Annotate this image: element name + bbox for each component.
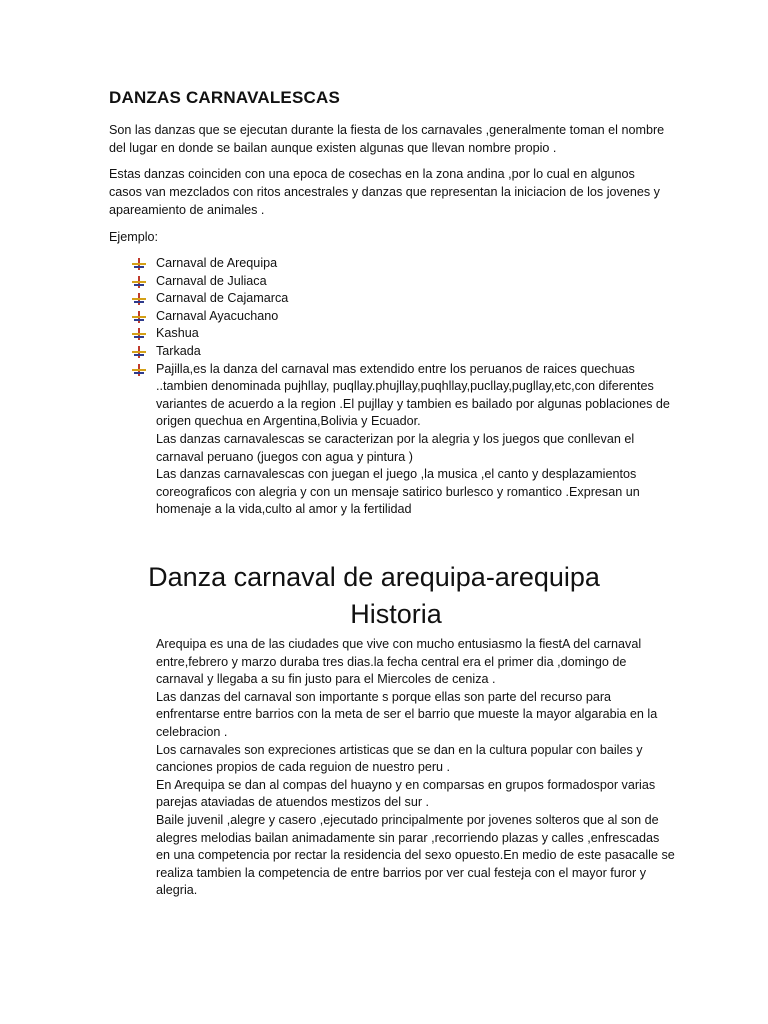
list-item [132, 273, 672, 291]
colored-arrow-bullet-icon [132, 346, 146, 358]
colored-arrow-bullet-icon [132, 258, 146, 270]
list-continuation [156, 431, 676, 519]
colored-arrow-bullet-icon [132, 276, 146, 288]
list-item-label: Carnaval de Cajamarca [156, 291, 289, 306]
list-item-label: Pajilla,es la danza del carnaval mas extendido entre los peruanos de raices quechuas ..tambien denominada pujhllay, puqllay.phujllay,puqhllay,pucllay,pugllay,etc,con diferentes variantes de acuerdo a la region .El pujllay y tambien es bailado por algunas poblaciones de origen quechua en Argentina,Bolivia y Ecuador. [156, 361, 670, 429]
colored-arrow-bullet-icon [132, 293, 146, 305]
second-paragraph: Estas danzas coinciden con una epoca de cosechas en la zona andina ,por lo cual en algunos casos van mezclados con ritos ancestrales y danzas que representan la iniciacion de los jovenes y apareamiento de animales . [109, 167, 660, 217]
colored-arrow-bullet-icon [132, 364, 146, 376]
intro-paragraph: Son las danzas que se ejecutan durante la fiesta de los carnavales ,generalmente toman el nombre del lugar en donde se bailan aunque existen algunas que llevan nombre propio . [109, 123, 665, 155]
list-item-label: Tarkada [156, 343, 201, 358]
example-label: Ejemplo: [109, 230, 158, 244]
list-item [132, 343, 672, 361]
list-item-label: Kashua [156, 326, 199, 341]
list-item [132, 361, 672, 431]
examples-list [132, 255, 672, 431]
colored-arrow-bullet-icon [132, 311, 146, 323]
list-item-label: Carnaval de Arequipa [156, 256, 278, 270]
list-item [132, 290, 672, 308]
historia-paragraph: Baile juvenil ,alegre y casero ,ejecutado principalmente por jovenes solteros que al son de alegres melodias bailan animadamente sin parar ,recorriendo plazas y calles ,enfrescadas en una competencia por rectar la residencia del sexo opuesto.En medio de este pasacalle se realiza tambien la competencia de entre barrios por ver cual festeja con el mayor furor y alegria. [156, 812, 675, 898]
page-heading: DANZAS CARNAVALESCAS [109, 88, 340, 107]
historia-paragraph: En Arequipa se dan al compas del huayno y en comparsas en grupos formadospor varias parejas ataviadas de atuendos mestizos del sur . [156, 777, 656, 810]
list-item [132, 325, 672, 343]
historia-paragraph: Arequipa es una de las ciudades que vive con mucho entusiasmo la fiestA del carnaval entre,febrero y marzo duraba tres dias.la fecha central era el primer dia ,domingo de carnaval y llegaba a su fin justo para el Miercoles de ceniza . [156, 637, 642, 687]
historia-text [156, 636, 676, 900]
list-item-label: Carnaval Ayacuchano [156, 308, 279, 323]
continuation-paragraph: Las danzas carnavalescas se caracterizan por la alegria y los juegos que conllevan el carnaval peruano (juegos con agua y pintura ) [156, 432, 635, 464]
colored-arrow-bullet-icon [132, 328, 146, 340]
list-item [132, 308, 672, 326]
continuation-paragraph: Las danzas carnavalescas con juegan el juego ,la musica ,el canto y desplazamientos coreograficos con alegria y con un mensaje satirico burlesco y romantico .Expresan un homenaje a la vida,culto al amor y la fertilidad [156, 467, 640, 517]
section-subtitle: Historia [350, 599, 442, 629]
historia-paragraph: Las danzas del carnaval son importante s porque ellas son parte del recurso para enfrentarse entre barrios con la meta de ser el barrio que mueste la mayor algarabia en la celebracion . [156, 689, 658, 739]
list-item [132, 255, 672, 273]
historia-paragraph: Los carnavales son expreciones artisticas que se dan en la cultura popular con bailes y canciones propios de cada reguion de nuestro peru . [156, 742, 643, 775]
section-title: Danza carnaval de arequipa-arequipa [148, 562, 600, 592]
list-item-label: Carnaval de Juliaca [156, 273, 267, 288]
